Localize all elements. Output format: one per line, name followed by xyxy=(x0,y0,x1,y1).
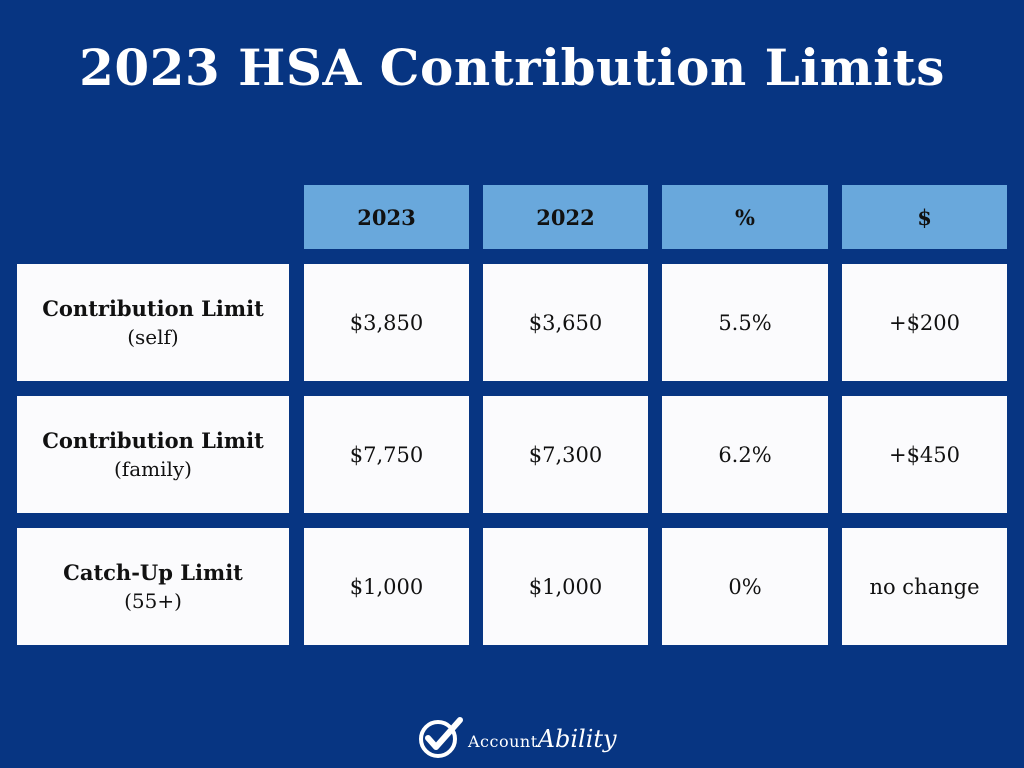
table-cell: 5.5% xyxy=(662,264,828,381)
table-cell: $7,300 xyxy=(483,396,648,513)
table-cell: 0% xyxy=(662,528,828,645)
row-label-subtitle: (family) xyxy=(114,457,192,482)
table-cell: $3,650 xyxy=(483,264,648,381)
table-cell: $3,850 xyxy=(304,264,469,381)
logo-word-account: Account xyxy=(468,731,538,751)
row-label-self xyxy=(17,264,289,381)
table-cell: $7,750 xyxy=(304,396,469,513)
row-label-catch-up xyxy=(17,528,289,645)
row-label-subtitle: (55+) xyxy=(124,589,182,614)
table-cell: $1,000 xyxy=(483,528,648,645)
logo-word-ability: Ability xyxy=(537,725,617,753)
page-title: 2023 HSA Contribution Limits xyxy=(79,38,945,97)
accountability-logo xyxy=(416,712,616,762)
header-2022: 2022 xyxy=(483,185,648,249)
table-cell: $1,000 xyxy=(304,528,469,645)
header-dollar: $ xyxy=(842,185,1007,249)
row-label-family xyxy=(17,396,289,513)
row-label-title: Contribution Limit xyxy=(42,295,264,321)
row-label-title: Contribution Limit xyxy=(42,427,264,453)
table-cell: +$450 xyxy=(842,396,1007,513)
table-cell: 6.2% xyxy=(662,396,828,513)
row-label-title: Catch-Up Limit xyxy=(63,559,243,585)
table-cell: no change xyxy=(842,528,1007,645)
header-2023: 2023 xyxy=(304,185,469,249)
table-cell: +$200 xyxy=(842,264,1007,381)
header-percent: % xyxy=(662,185,828,249)
checkmark-circle-icon xyxy=(416,714,466,760)
row-label-subtitle: (self) xyxy=(127,325,179,350)
